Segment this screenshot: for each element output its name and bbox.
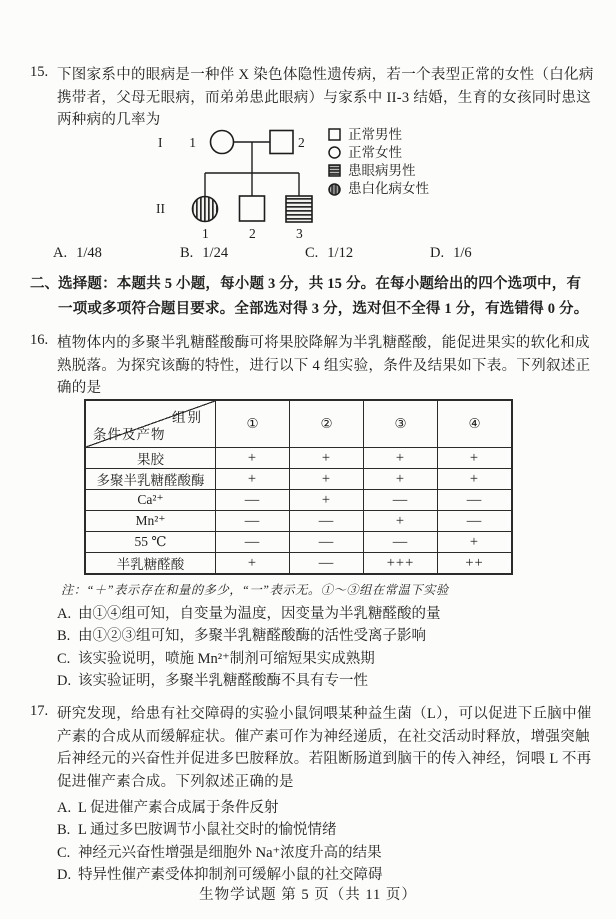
question-16 [30,332,598,400]
table-header-row [85,400,512,448]
individual-ii1-number: 1 [202,226,209,241]
table-cell: — [216,490,290,511]
question-17-line-3: 后神经元的兴奋性并促进多巴胺释放。若阻断肠道到脑干的传入神经，饲喂 L 不再 [57,751,592,768]
option-text: 由①②③组可知，多聚半乳糖醛酸酶的活性受离子影响 [78,628,426,645]
legend-item-albinism-female [328,182,429,196]
pedigree-chart [148,122,348,244]
question-16-line-1: 植物体内的多聚半乳糖醛酸酶可将果胶降解为半乳糖醛酸，能促进果实的软化和成 [57,335,590,351]
option-text: 该实验说明，喷施 Mn²⁺制剂可缩短果实成熟期 [78,650,375,667]
option-text: 1/24 [202,245,229,261]
corner-top-label: 组别 [172,410,203,425]
legend-label: 正常女性 [348,145,402,161]
section-2-header [30,272,598,321]
option-label: B. [180,245,194,261]
table-row [85,532,512,553]
legend-item-normal-female [328,146,429,160]
table-cell: + [364,511,438,532]
row-name: Ca²⁺ [85,490,216,511]
option-label: B. [57,628,71,645]
option-label: C. [57,844,71,861]
table-corner-cell [85,400,216,448]
option-a [53,245,102,262]
option-a [57,603,597,625]
section-2-prefix: 二、 [30,276,59,292]
section-2-line-2: 一项或多项符合题目要求。全部选对得 3 分，选对但不全得 1 分，有选错得 0 分。 [58,300,589,317]
legend-item-eye-disease-male [328,164,429,178]
table-cell: — [290,532,364,553]
column-header-3: ③ [364,400,438,448]
individual-i1-number: 1 [189,135,196,150]
table-note: 注：“＋”表示存在和量的多少，“一”表示无。①～③组在常温下实验 [61,583,449,597]
option-label: A. [53,245,68,261]
table-cell: + [364,448,438,469]
individual-ii3-eye-disease-male [286,196,312,222]
row-name: 多聚半乳糖醛酸酶 [85,469,216,490]
table-cell: — [216,532,290,553]
column-header-2: ② [290,400,364,448]
hatched-square-icon [328,164,341,177]
option-b [57,625,597,647]
table-cell: + [364,469,438,490]
generation-2-label: II [156,201,165,216]
corner-bottom-label: 条件及产物 [93,427,166,442]
option-label: C. [305,245,319,261]
question-17-text [57,703,598,793]
legend-label: 患白化病女性 [348,181,429,197]
option-label: A. [57,800,72,816]
question-17-line-2: 产素的合成从而缓解症状。催产素可作为神经递质，在社交活动时释放，增强突触 [57,728,590,745]
table-cell: + [216,469,290,490]
column-header-1: ① [216,400,290,448]
option-d [57,670,597,692]
option-label: A. [57,606,72,622]
legend-item-normal-male [328,128,429,142]
question-16-line-2: 熟脱落。为探究该酶的特性，进行以下 4 组实验，条件及结果如下表。下列叙述正 [57,357,591,374]
question-15-number: 15. [30,64,49,80]
table-cell: ++ [438,553,513,575]
question-16-line-3: 确的是 [57,380,102,397]
question-15-line-1: 下图家系中的眼病是一种伴 X 染色体隐性遗传病，若一个表型正常的女性（白化病 [57,67,594,83]
pedigree-legend [328,128,429,196]
open-circle-icon [328,146,341,159]
question-15-line-3: 两种病的几率为 [57,112,161,129]
question-16-number: 16. [30,332,49,348]
question-15-options [30,245,598,265]
table-cell: + [290,469,364,490]
row-name: Mn²⁺ [85,511,216,532]
option-text: 该实验证明，多聚半乳糖醛酸酶不具有专一性 [78,672,368,689]
question-17-options [57,797,597,886]
option-text: 1/12 [327,245,354,261]
legend-label: 患眼病男性 [348,163,416,179]
question-16-options [57,603,597,692]
experiment-table [84,399,513,575]
option-text: 由①④组可知，自变量为温度，因变量为半乳糖醛酸的量 [78,606,441,622]
option-label: B. [57,822,71,839]
table-cell: + [438,448,513,469]
option-text: L 通过多巴胺调节小鼠社交时的愉悦情绪 [78,822,337,839]
table-row [85,448,512,469]
table-row [85,553,512,575]
table-cell: + [290,448,364,469]
option-label: D. [430,245,445,261]
table-cell: — [290,511,364,532]
section-2-line-1: 选择题：本题共 5 小题，每小题 3 分，共 15 分。在每小题给出的四个选项中，有 [58,276,582,292]
table-cell: + [438,532,513,553]
option-text: 特异性催产素受体抑制剂可缓解小鼠的社交障碍 [78,866,383,883]
hatched-circle-icon [328,183,341,196]
question-17-line-4: 促进催产素合成。下列叙述正确的是 [57,773,294,790]
table-cell: — [216,511,290,532]
question-16-text [57,332,598,400]
individual-i2-normal-male [270,131,293,154]
table-cell: + [216,448,290,469]
table-cell: + [290,490,364,511]
table-row [85,469,512,490]
table-row [85,490,512,511]
option-text: L 促进催产素合成属于条件反射 [78,800,279,816]
table-cell: — [290,553,364,575]
row-name: 半乳糖醛酸 [85,553,216,575]
option-a [57,797,597,819]
question-17-number: 17. [30,703,49,719]
table-cell: + [438,469,513,490]
table-cell: — [438,511,513,532]
row-name: 55 ℃ [85,532,216,553]
table-cell: — [364,490,438,511]
open-square-icon [328,128,341,141]
question-17-line-1: 研究发现，给患有社交障碍的实验小鼠饲喂某种益生菌（L），可以促进下丘脑中催 [57,706,592,722]
individual-ii2-normal-male [240,196,265,221]
option-b [180,245,228,262]
option-label: C. [57,650,71,667]
table-cell: + [216,553,290,575]
individual-i1-normal-female [211,131,234,154]
generation-1-label: I [158,135,163,150]
table-cell: — [364,532,438,553]
page-footer: 生物学试题 第 5 页（共 11 页） [199,887,417,903]
option-label: D. [57,866,72,883]
column-header-4: ④ [438,400,513,448]
option-c [305,245,353,262]
individual-i2-number: 2 [298,135,305,150]
option-text: 神经元兴奋性增强是细胞外 Na⁺浓度升高的结果 [78,844,382,861]
option-c [57,648,597,670]
legend-label: 正常男性 [348,127,402,142]
table-row [85,511,512,532]
question-17 [30,703,598,793]
option-text: 1/48 [76,245,102,261]
option-text: 1/6 [453,245,472,261]
option-label: D. [57,672,72,689]
individual-ii1-albinism-female [193,197,218,222]
individual-ii2-number: 2 [249,226,256,241]
table-cell: +++ [364,553,438,575]
individual-ii3-number: 3 [296,226,303,241]
option-d [430,245,472,262]
question-15-line-2: 携带者，父母无眼病，而弟弟患此眼病）与家系中 II-3 结婚，生育的女孩同时患这 [57,89,591,106]
table-cell: — [438,490,513,511]
row-name: 果胶 [85,448,216,469]
option-b [57,819,597,841]
option-c [57,842,597,864]
